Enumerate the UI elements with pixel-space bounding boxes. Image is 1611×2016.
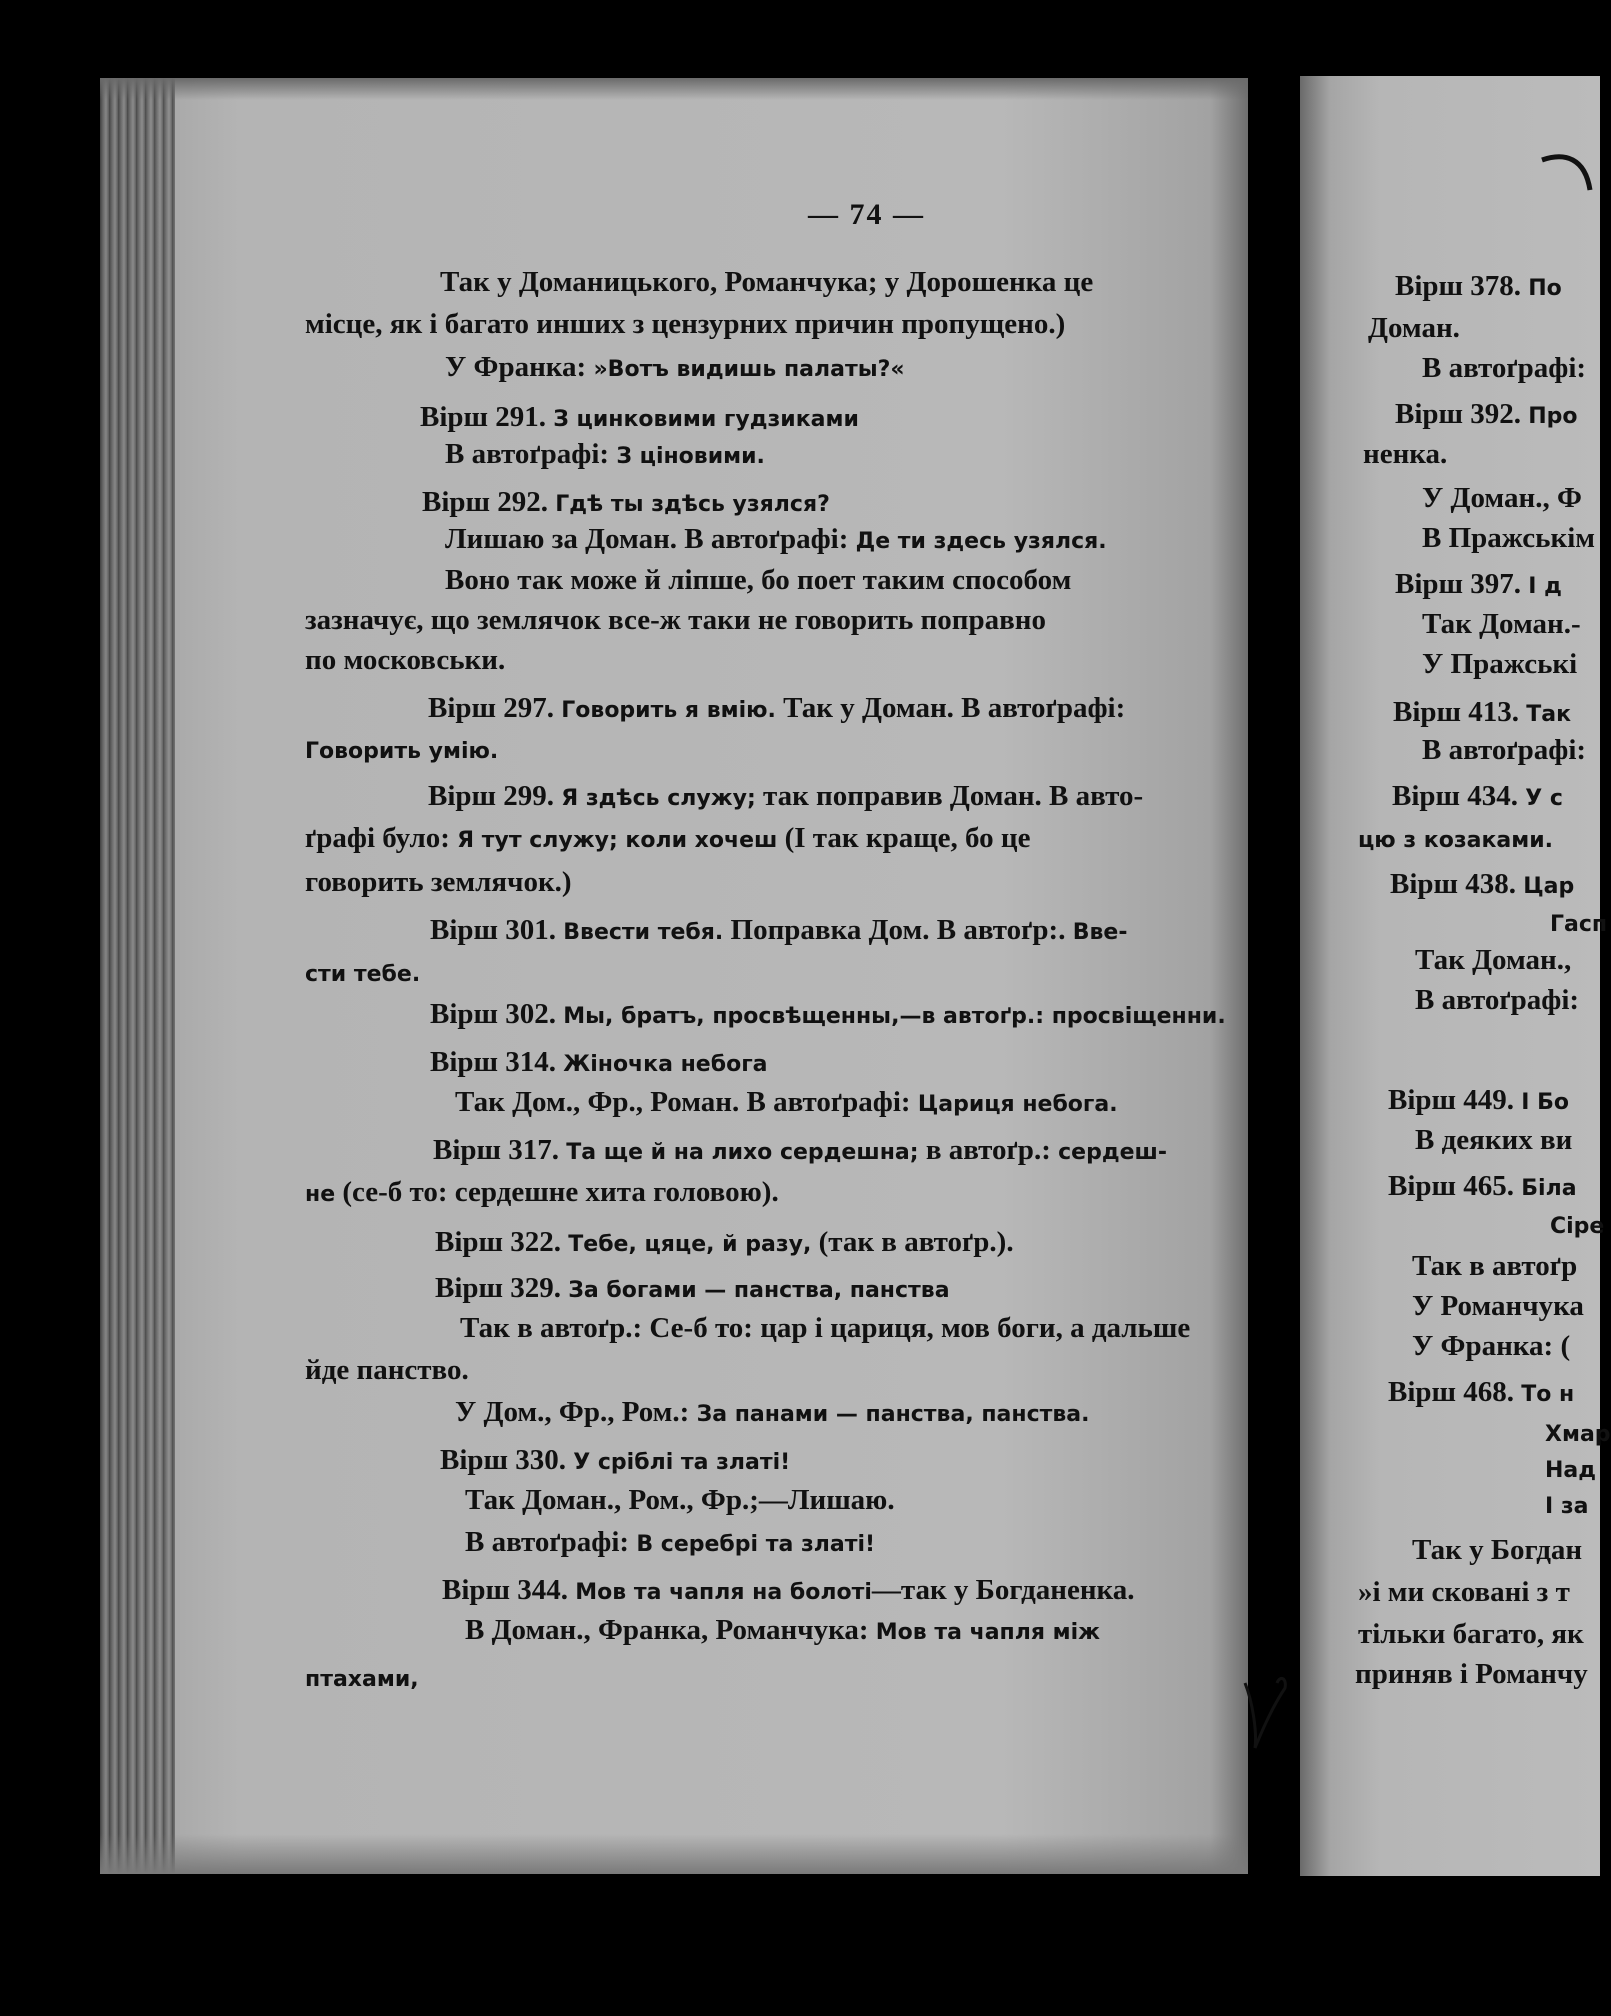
text-line: В автоґрафі: В серебрі та златі!: [465, 1526, 876, 1558]
text-line: йде панство.: [305, 1354, 469, 1386]
text-line: ґрафі було: Я тут служу; коли хочеш (І так краще, бо це: [305, 822, 1031, 854]
text-line: У Франка: (: [1412, 1330, 1571, 1362]
text-line: Вірш 322. Тебе, цяце, й разу, (так в автоґр.).: [435, 1226, 1014, 1258]
text-line: В автоґрафі:: [1422, 734, 1587, 766]
left-page: [100, 78, 1248, 1874]
text-line: Вірш 434. У с: [1392, 780, 1563, 812]
text-line: приняв і Романчу: [1355, 1658, 1588, 1690]
text-line: Вірш 297. Говорить я вмію. Так у Доман. В автоґрафі:: [428, 692, 1126, 724]
text-line: Вірш 468. То н: [1388, 1376, 1575, 1408]
text-line: У Франка: »Вотъ видишь палаты?«: [445, 351, 905, 383]
text-line: Вірш 449. І Бо: [1388, 1084, 1569, 1116]
text-line: В Доман., Франка, Романчука: Мов та чапля між: [465, 1614, 1101, 1646]
text-line: Так Доман.,: [1415, 944, 1572, 976]
text-line: цю з козаками.: [1358, 828, 1554, 853]
text-line: І за: [1545, 1494, 1589, 1519]
text-line: У Дом., Фр., Ром.: За панами — панства, панства.: [455, 1396, 1090, 1428]
text-line: Так у Доманицького, Романчука; у Дорошенка це: [440, 266, 1094, 298]
text-line: Так в автоґр.: Се-б то: цар і цариця, мов боги, а дальше: [460, 1312, 1191, 1344]
pen-hook-mark: [1540, 150, 1600, 210]
text-line: птахами,: [305, 1667, 419, 1692]
text-line: Вірш 301. Ввести тебя. Поправка Дом. В автоґр:. Вве-: [430, 914, 1128, 946]
text-line: Так у Богдан: [1412, 1534, 1583, 1566]
text-line: ненка.: [1363, 438, 1448, 470]
text-line: по московськи.: [305, 644, 506, 676]
text-line: Хмар: [1545, 1422, 1611, 1447]
text-line: Гасп: [1550, 912, 1608, 937]
pen-squiggle-mark: [1235, 1663, 1295, 1753]
text-line: Сіре: [1550, 1214, 1605, 1239]
text-line: »і ми сковані з т: [1358, 1576, 1570, 1608]
text-line: У Пражські: [1422, 648, 1578, 680]
text-line: В Пражськім: [1422, 522, 1596, 554]
text-line: В автоґрафі:: [1422, 352, 1587, 384]
text-line: Вірш 397. І д: [1395, 568, 1562, 600]
text-line: Вірш 438. Цар: [1390, 868, 1575, 900]
text-line: Вірш 378. По: [1395, 270, 1562, 302]
text-line: не (се-б то: сердешне хита головою).: [305, 1176, 779, 1208]
text-line: В деяких ви: [1415, 1124, 1573, 1156]
text-line: У Доман., Ф: [1422, 482, 1582, 514]
text-line: Так в автоґр: [1412, 1250, 1578, 1282]
text-line: Вірш 330. У сріблі та златі!: [440, 1444, 791, 1476]
text-line: Вірш 413. Так: [1393, 696, 1572, 728]
text-line: Вірш 299. Я здѣсь служу; так поправив Доман. В авто-: [428, 780, 1144, 812]
right-page: [1300, 76, 1611, 1876]
text-line: У Романчука: [1412, 1290, 1584, 1322]
text-line: Воно так може й ліпше, бо поет таким способом: [445, 564, 1072, 596]
text-line: зазначує, що землячок все-ж таки не говорить поправно: [305, 604, 1046, 636]
text-line: Так Доман.-: [1422, 608, 1581, 640]
text-line: Вірш 292. Гдѣ ты здѣсь узялся?: [422, 486, 830, 518]
page-number: — 74 —: [808, 198, 925, 231]
text-line: Так Дом., Фр., Роман. В автоґрафі: Цариця небога.: [455, 1086, 1118, 1118]
text-line: В автоґрафі:: [1415, 984, 1580, 1016]
text-line: Говорить умію.: [305, 739, 499, 764]
text-line: місце, як і багато инших з цензурних причин пропущено.): [305, 308, 1066, 340]
text-line: Вірш 302. Мы, братъ, просвѣщенны,—в автоґр.: просвіщенни.: [430, 998, 1226, 1030]
text-line: Лишаю за Доман. В автоґрафі: Де ти здесь узялся.: [445, 523, 1107, 555]
text-line: Над: [1545, 1458, 1597, 1483]
text-line: Вірш 329. За богами — панства, панства: [435, 1272, 950, 1304]
text-line: говорить землячок.): [305, 866, 572, 898]
text-line: В автоґрафі: З ціновими.: [445, 438, 765, 470]
text-line: Вірш 344. Мов та чапля на болоті—так у Богданенка.: [442, 1574, 1135, 1606]
text-line: сти тебе.: [305, 962, 421, 987]
text-line: Вірш 392. Про: [1395, 398, 1578, 430]
text-line: тільки багато, як: [1358, 1618, 1584, 1650]
text-line: Вірш 314. Жіночка небога: [430, 1046, 768, 1078]
text-line: Так Доман., Ром., Фр.;—Лишаю.: [465, 1484, 895, 1516]
text-line: Вірш 291. З цинковими гудзиками: [420, 401, 859, 433]
text-line: Доман.: [1368, 312, 1460, 344]
left-page-text: [100, 78, 1248, 1874]
text-line: Вірш 317. Та ще й на лихо сердешна; в автоґр.: сердеш-: [433, 1134, 1168, 1166]
text-line: Вірш 465. Біла: [1388, 1170, 1577, 1202]
